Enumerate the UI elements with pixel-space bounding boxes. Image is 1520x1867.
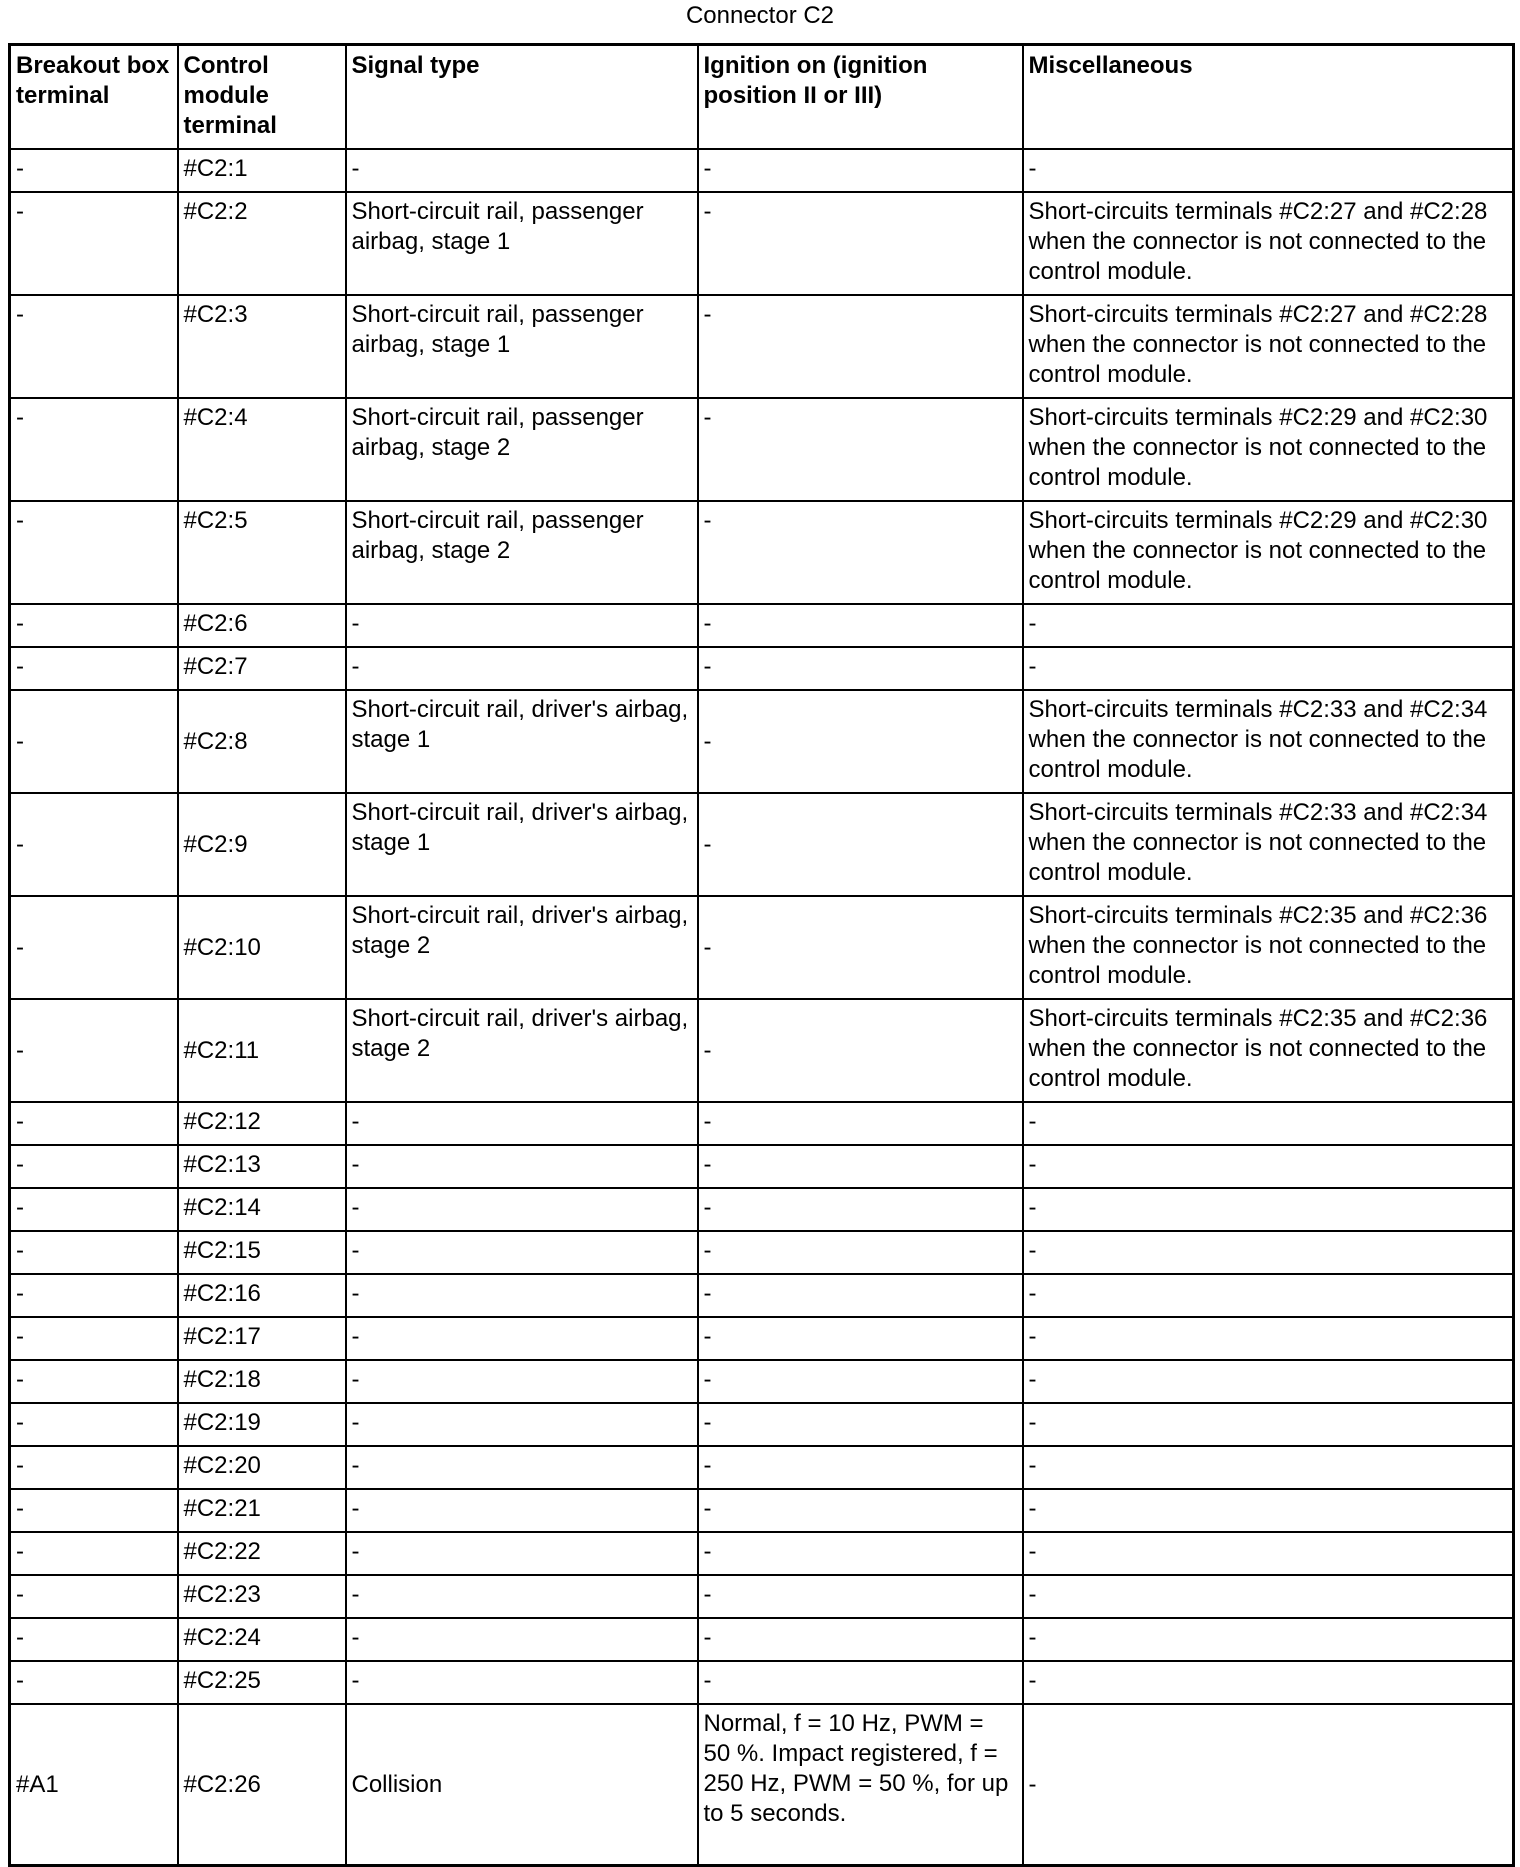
breakout-terminal-cell: - bbox=[10, 1403, 178, 1446]
ignition-on-cell: - bbox=[698, 149, 1023, 192]
signal-type-cell: - bbox=[346, 1618, 698, 1661]
ignition-on-cell: - bbox=[698, 999, 1023, 1102]
control-module-terminal-cell: #C2:26 bbox=[178, 1704, 346, 1866]
table-row bbox=[10, 1317, 1514, 1360]
control-module-terminal-cell: #C2:11 bbox=[178, 999, 346, 1102]
table-row bbox=[10, 1231, 1514, 1274]
miscellaneous-cell: - bbox=[1023, 1532, 1514, 1575]
miscellaneous-cell: Short-circuits terminals #C2:35 and #C2:36 when the connector is not connected to the control module. bbox=[1023, 999, 1514, 1102]
header-control-module-terminal: Control module terminal bbox=[178, 45, 346, 149]
breakout-terminal-cell: - bbox=[10, 1102, 178, 1145]
control-module-terminal-cell: #C2:23 bbox=[178, 1575, 346, 1618]
miscellaneous-cell: - bbox=[1023, 1446, 1514, 1489]
breakout-terminal-cell: - bbox=[10, 647, 178, 690]
breakout-terminal-cell: - bbox=[10, 1661, 178, 1704]
breakout-terminal-cell: - bbox=[10, 1317, 178, 1360]
table-caption: Connector C2 bbox=[685, 2, 835, 29]
ignition-on-cell: - bbox=[698, 604, 1023, 647]
control-module-terminal-cell: #C2:8 bbox=[178, 690, 346, 793]
breakout-terminal-cell: - bbox=[10, 1575, 178, 1618]
signal-type-cell: - bbox=[346, 647, 698, 690]
control-module-terminal-cell: #C2:6 bbox=[178, 604, 346, 647]
table-row bbox=[10, 1661, 1514, 1704]
ignition-on-cell: - bbox=[698, 295, 1023, 398]
signal-type-cell: - bbox=[346, 604, 698, 647]
miscellaneous-cell: - bbox=[1023, 1317, 1514, 1360]
miscellaneous-cell: - bbox=[1023, 1360, 1514, 1403]
signal-type-cell: - bbox=[346, 1145, 698, 1188]
control-module-terminal-cell: #C2:24 bbox=[178, 1618, 346, 1661]
ignition-on-cell: - bbox=[698, 1145, 1023, 1188]
miscellaneous-cell: - bbox=[1023, 1274, 1514, 1317]
signal-type-cell: Short-circuit rail, driver's airbag, stage 1 bbox=[346, 690, 698, 793]
signal-type-cell: - bbox=[346, 1489, 698, 1532]
table-row bbox=[10, 398, 1514, 501]
miscellaneous-cell: - bbox=[1023, 1575, 1514, 1618]
signal-type-cell: Short-circuit rail, passenger airbag, stage 1 bbox=[346, 295, 698, 398]
breakout-terminal-cell: - bbox=[10, 604, 178, 647]
breakout-terminal-cell: - bbox=[10, 690, 178, 793]
header-ignition-on: Ignition on (ignition position II or III) bbox=[698, 45, 1023, 149]
signal-type-cell: Short-circuit rail, passenger airbag, stage 2 bbox=[346, 398, 698, 501]
miscellaneous-cell: - bbox=[1023, 604, 1514, 647]
breakout-terminal-cell: - bbox=[10, 501, 178, 604]
miscellaneous-cell: Short-circuits terminals #C2:29 and #C2:30 when the connector is not connected to the control module. bbox=[1023, 398, 1514, 501]
breakout-terminal-cell: - bbox=[10, 1360, 178, 1403]
breakout-terminal-cell: - bbox=[10, 1532, 178, 1575]
breakout-terminal-cell: - bbox=[10, 793, 178, 896]
header-breakout-terminal: Breakout box terminal bbox=[10, 45, 178, 149]
ignition-on-cell: - bbox=[698, 690, 1023, 793]
table-row bbox=[10, 149, 1514, 192]
ignition-on-cell: - bbox=[698, 1274, 1023, 1317]
signal-type-cell: - bbox=[346, 1360, 698, 1403]
control-module-terminal-cell: #C2:4 bbox=[178, 398, 346, 501]
table-body bbox=[10, 149, 1514, 1866]
table-row bbox=[10, 1145, 1514, 1188]
ignition-on-cell: Normal, f = 10 Hz, PWM = 50 %. Impact registered, f = 250 Hz, PWM = 50 %, for up to 5 seconds. bbox=[698, 1704, 1023, 1866]
table-row bbox=[10, 793, 1514, 896]
ignition-on-cell: - bbox=[698, 1618, 1023, 1661]
control-module-terminal-cell: #C2:20 bbox=[178, 1446, 346, 1489]
table-row bbox=[10, 1102, 1514, 1145]
signal-type-cell: Collision bbox=[346, 1704, 698, 1866]
table-row bbox=[10, 1403, 1514, 1446]
ignition-on-cell: - bbox=[698, 793, 1023, 896]
ignition-on-cell: - bbox=[698, 1102, 1023, 1145]
control-module-terminal-cell: #C2:13 bbox=[178, 1145, 346, 1188]
signal-type-cell: - bbox=[346, 1102, 698, 1145]
table-row bbox=[10, 1532, 1514, 1575]
table-row bbox=[10, 1618, 1514, 1661]
table-row bbox=[10, 647, 1514, 690]
miscellaneous-cell: - bbox=[1023, 1661, 1514, 1704]
table-row bbox=[10, 690, 1514, 793]
signal-type-cell: - bbox=[346, 1231, 698, 1274]
ignition-on-cell: - bbox=[698, 1188, 1023, 1231]
ignition-on-cell: - bbox=[698, 1575, 1023, 1618]
miscellaneous-cell: - bbox=[1023, 647, 1514, 690]
table-row bbox=[10, 1575, 1514, 1618]
signal-type-cell: - bbox=[346, 149, 698, 192]
breakout-terminal-cell: - bbox=[10, 295, 178, 398]
miscellaneous-cell: Short-circuits terminals #C2:33 and #C2:34 when the connector is not connected to the control module. bbox=[1023, 690, 1514, 793]
miscellaneous-cell: Short-circuits terminals #C2:27 and #C2:28 when the connector is not connected to the control module. bbox=[1023, 295, 1514, 398]
control-module-terminal-cell: #C2:3 bbox=[178, 295, 346, 398]
header-signal-type: Signal type bbox=[346, 45, 698, 149]
breakout-terminal-cell: #A1 bbox=[10, 1704, 178, 1866]
ignition-on-cell: - bbox=[698, 1360, 1023, 1403]
breakout-terminal-cell: - bbox=[10, 149, 178, 192]
breakout-terminal-cell: - bbox=[10, 398, 178, 501]
breakout-terminal-cell: - bbox=[10, 1489, 178, 1532]
control-module-terminal-cell: #C2:25 bbox=[178, 1661, 346, 1704]
table-row bbox=[10, 501, 1514, 604]
miscellaneous-cell: - bbox=[1023, 1188, 1514, 1231]
table-row bbox=[10, 295, 1514, 398]
breakout-terminal-cell: - bbox=[10, 1188, 178, 1231]
control-module-terminal-cell: #C2:12 bbox=[178, 1102, 346, 1145]
miscellaneous-cell: - bbox=[1023, 1102, 1514, 1145]
control-module-terminal-cell: #C2:1 bbox=[178, 149, 346, 192]
table-row bbox=[10, 1704, 1514, 1866]
table-row bbox=[10, 1188, 1514, 1231]
ignition-on-cell: - bbox=[698, 647, 1023, 690]
signal-type-cell: - bbox=[346, 1274, 698, 1317]
connector-table bbox=[8, 43, 1515, 1867]
signal-type-cell: Short-circuit rail, driver's airbag, stage 2 bbox=[346, 896, 698, 999]
control-module-terminal-cell: #C2:17 bbox=[178, 1317, 346, 1360]
control-module-terminal-cell: #C2:2 bbox=[178, 192, 346, 295]
table-row bbox=[10, 1489, 1514, 1532]
signal-type-cell: - bbox=[346, 1532, 698, 1575]
control-module-terminal-cell: #C2:19 bbox=[178, 1403, 346, 1446]
signal-type-cell: - bbox=[346, 1575, 698, 1618]
signal-type-cell: - bbox=[346, 1403, 698, 1446]
control-module-terminal-cell: #C2:18 bbox=[178, 1360, 346, 1403]
ignition-on-cell: - bbox=[698, 1446, 1023, 1489]
header-miscellaneous: Miscellaneous bbox=[1023, 45, 1514, 149]
breakout-terminal-cell: - bbox=[10, 1274, 178, 1317]
table-row bbox=[10, 1446, 1514, 1489]
ignition-on-cell: - bbox=[698, 1231, 1023, 1274]
signal-type-cell: Short-circuit rail, driver's airbag, stage 2 bbox=[346, 999, 698, 1102]
breakout-terminal-cell: - bbox=[10, 1446, 178, 1489]
table-row bbox=[10, 896, 1514, 999]
breakout-terminal-cell: - bbox=[10, 1145, 178, 1188]
ignition-on-cell: - bbox=[698, 1317, 1023, 1360]
control-module-terminal-cell: #C2:16 bbox=[178, 1274, 346, 1317]
miscellaneous-cell: Short-circuits terminals #C2:27 and #C2:28 when the connector is not connected to the control module. bbox=[1023, 192, 1514, 295]
signal-type-cell: - bbox=[346, 1188, 698, 1231]
ignition-on-cell: - bbox=[698, 1489, 1023, 1532]
control-module-terminal-cell: #C2:10 bbox=[178, 896, 346, 999]
table-row bbox=[10, 192, 1514, 295]
miscellaneous-cell: - bbox=[1023, 1704, 1514, 1866]
control-module-terminal-cell: #C2:5 bbox=[178, 501, 346, 604]
breakout-terminal-cell: - bbox=[10, 999, 178, 1102]
signal-type-cell: Short-circuit rail, driver's airbag, stage 1 bbox=[346, 793, 698, 896]
control-module-terminal-cell: #C2:21 bbox=[178, 1489, 346, 1532]
breakout-terminal-cell: - bbox=[10, 896, 178, 999]
signal-type-cell: - bbox=[346, 1446, 698, 1489]
ignition-on-cell: - bbox=[698, 398, 1023, 501]
control-module-terminal-cell: #C2:14 bbox=[178, 1188, 346, 1231]
header-row bbox=[10, 45, 1514, 149]
ignition-on-cell: - bbox=[698, 192, 1023, 295]
ignition-on-cell: - bbox=[698, 1403, 1023, 1446]
breakout-terminal-cell: - bbox=[10, 192, 178, 295]
table-row bbox=[10, 1274, 1514, 1317]
ignition-on-cell: - bbox=[698, 501, 1023, 604]
miscellaneous-cell: - bbox=[1023, 149, 1514, 192]
signal-type-cell: Short-circuit rail, passenger airbag, stage 1 bbox=[346, 192, 698, 295]
table-row bbox=[10, 604, 1514, 647]
miscellaneous-cell: - bbox=[1023, 1489, 1514, 1532]
ignition-on-cell: - bbox=[698, 896, 1023, 999]
control-module-terminal-cell: #C2:9 bbox=[178, 793, 346, 896]
breakout-terminal-cell: - bbox=[10, 1231, 178, 1274]
control-module-terminal-cell: #C2:7 bbox=[178, 647, 346, 690]
miscellaneous-cell: - bbox=[1023, 1231, 1514, 1274]
signal-type-cell: - bbox=[346, 1661, 698, 1704]
signal-type-cell: - bbox=[346, 1317, 698, 1360]
control-module-terminal-cell: #C2:15 bbox=[178, 1231, 346, 1274]
signal-type-cell: Short-circuit rail, passenger airbag, stage 2 bbox=[346, 501, 698, 604]
miscellaneous-cell: Short-circuits terminals #C2:35 and #C2:36 when the connector is not connected to the control module. bbox=[1023, 896, 1514, 999]
miscellaneous-cell: - bbox=[1023, 1403, 1514, 1446]
control-module-terminal-cell: #C2:22 bbox=[178, 1532, 346, 1575]
ignition-on-cell: - bbox=[698, 1661, 1023, 1704]
table-row bbox=[10, 1360, 1514, 1403]
table-row bbox=[10, 999, 1514, 1102]
miscellaneous-cell: - bbox=[1023, 1618, 1514, 1661]
breakout-terminal-cell: - bbox=[10, 1618, 178, 1661]
miscellaneous-cell: - bbox=[1023, 1145, 1514, 1188]
miscellaneous-cell: Short-circuits terminals #C2:33 and #C2:34 when the connector is not connected to the control module. bbox=[1023, 793, 1514, 896]
ignition-on-cell: - bbox=[698, 1532, 1023, 1575]
miscellaneous-cell: Short-circuits terminals #C2:29 and #C2:30 when the connector is not connected to the control module. bbox=[1023, 501, 1514, 604]
